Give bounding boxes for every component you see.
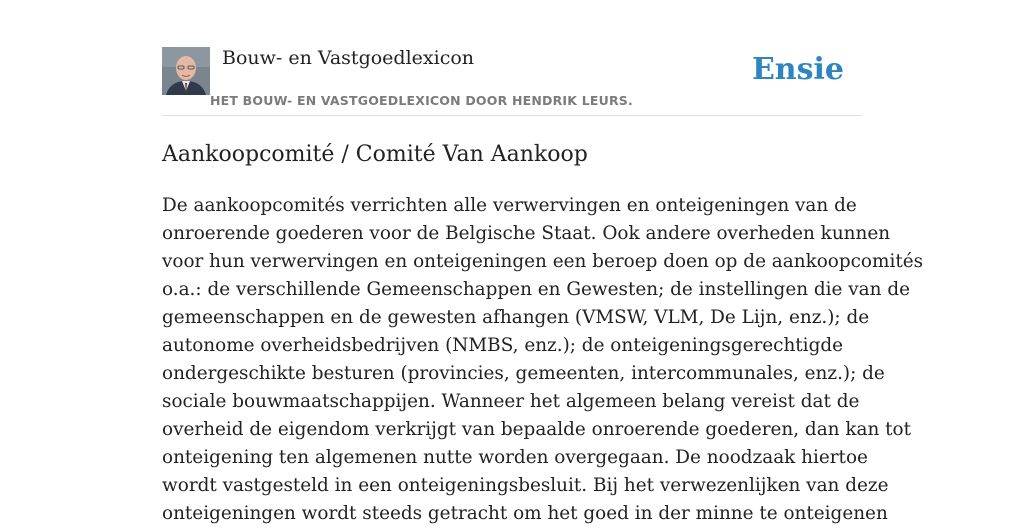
entry-body-line: onteigeningen wordt steeds getracht om het goed in der minne te onteigenen: [162, 503, 888, 524]
entry-body-line: onteigening ten algemenen nutte worden overgegaan. De noodzaak hiertoe: [162, 447, 868, 468]
entry-body-line: o.a.: de verschillende Gemeenschappen en Gewesten; de instellingen die van de: [162, 279, 910, 300]
entry-body-line: wordt vastgesteld in een onteigeningsbesluit. Bij het verwezenlijken van deze: [162, 475, 889, 496]
ensie-logo-link[interactable]: Ensie: [751, 52, 844, 87]
header-divider: [162, 115, 862, 116]
site-subtitle: HET BOUW- EN VASTGOEDLEXICON DOOR HENDRIK LEURS.: [210, 93, 633, 108]
entry-body-line: voor hun verwervingen en onteigeningen een beroep doen op de aankoopcomités: [162, 251, 924, 272]
entry-body-line: overheid de eigendom verkrijgt van bepaalde onroerende goederen, dan kan tot: [162, 419, 911, 440]
entry-body: [162, 192, 924, 528]
entry-body-line: sociale bouwmaatschappijen. Wanneer het algemeen belang vereist dat de: [162, 391, 860, 412]
entry-body-line: gemeenschappen en de gewesten afhangen (VMSW, VLM, De Lijn, enz.); de: [162, 307, 870, 328]
entry-body-line: ondergeschikte besturen (provincies, gemeenten, intercommunales, enz.); de: [162, 363, 885, 384]
author-avatar[interactable]: [162, 47, 210, 95]
entry-body-line: autonome overheidsbedrijven (NMBS, enz.); de onteigeningsgerechtigde: [162, 335, 843, 356]
entry-title: Aankoopcomité / Comité Van Aankoop: [162, 142, 588, 167]
author-photo-icon: [162, 47, 210, 95]
site-title-link[interactable]: Bouw- en Vastgoedlexicon: [222, 47, 475, 69]
entry-body-line: De aankoopcomités verrichten alle verwervingen en onteigeningen van de: [162, 195, 857, 216]
entry-body-line: onroerende goederen voor de Belgische Staat. Ook andere overheden kunnen: [162, 223, 891, 244]
